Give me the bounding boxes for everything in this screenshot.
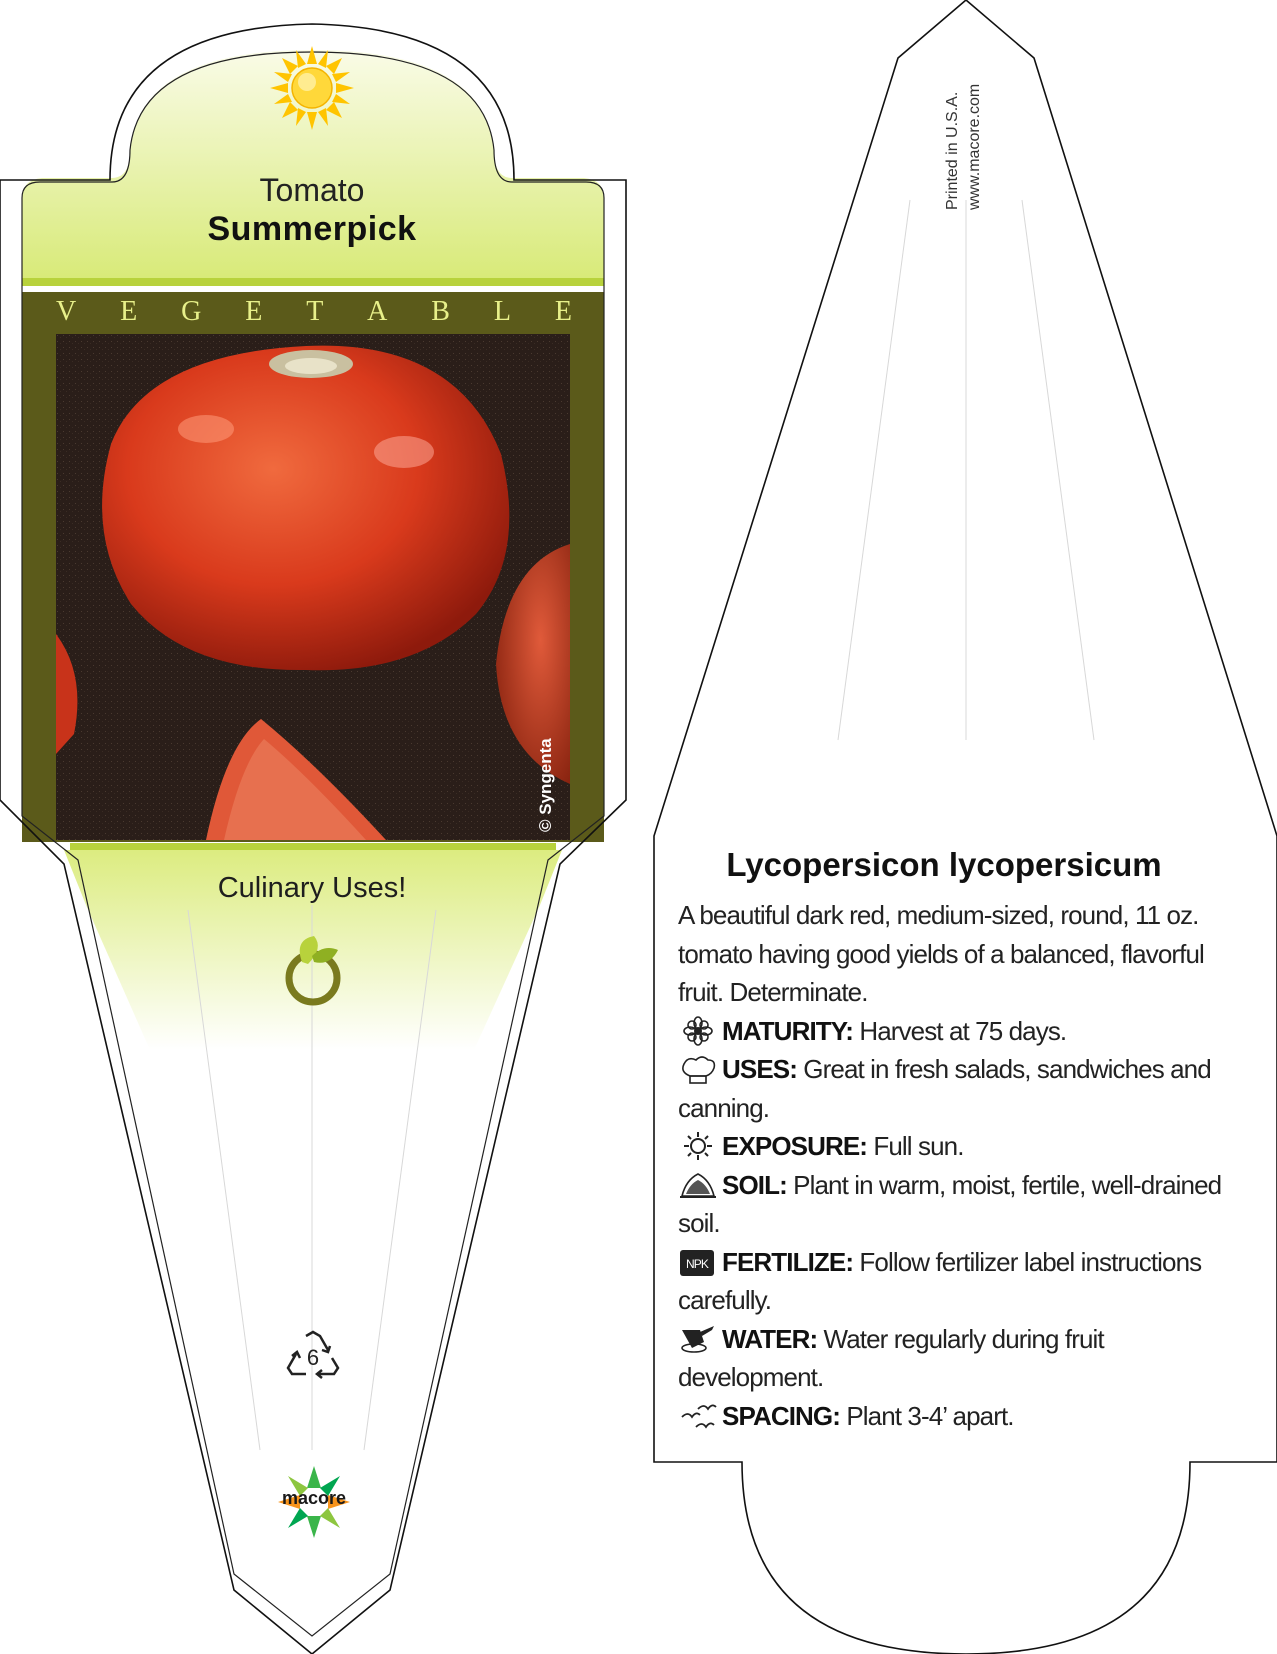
care-row-uses	[678, 1050, 1250, 1127]
care-text: Great in fresh salads, sandwiches and canning.	[678, 1054, 1211, 1123]
care-row-water	[678, 1320, 1250, 1397]
care-label: FERTILIZE:	[722, 1246, 854, 1277]
product-photo	[56, 334, 570, 840]
care-row-maturity	[678, 1012, 1250, 1051]
npk-label: NPK	[686, 1256, 708, 1271]
printed-info	[942, 84, 986, 210]
printed-country: Printed in U.S.A.	[944, 91, 961, 210]
care-label: WATER:	[722, 1323, 818, 1354]
category-letter: G	[181, 296, 202, 327]
category-band	[56, 296, 572, 330]
brand-name: macore	[281, 1488, 347, 1508]
category-letter: T	[306, 296, 324, 327]
category-letter: E	[554, 296, 572, 327]
care-row-exposure	[678, 1127, 1250, 1166]
chef-hat-icon	[678, 1054, 718, 1084]
care-text: Water regularly during fruit development.	[678, 1323, 1104, 1392]
variety-name: Summerpick	[207, 210, 417, 248]
sun-icon	[678, 1131, 718, 1161]
sprout-seed-icon	[284, 934, 342, 1006]
care-row-fertilize	[678, 1243, 1250, 1320]
category-letter: A	[367, 296, 388, 327]
photo-credit: © Syngenta	[536, 738, 555, 832]
care-label: EXPOSURE:	[722, 1131, 868, 1161]
care-label: MATURITY:	[722, 1015, 854, 1046]
soil-icon	[678, 1170, 718, 1200]
watering-can-icon	[678, 1324, 718, 1354]
care-text: Harvest at 75 days.	[859, 1015, 1067, 1046]
sun-icon	[268, 44, 356, 132]
recycle-number: 6	[306, 1345, 320, 1370]
feature-label: Culinary Uses!	[217, 872, 407, 904]
category-letter: E	[245, 296, 263, 327]
description: A beautiful dark red, medium-sized, round, 11 oz. tomato having good yields of a balanced, flavorful fruit. Determinate.	[678, 900, 1204, 1007]
botanical-name: Lycopersicon lycopersicum	[726, 846, 1162, 883]
care-text: Full sun.	[873, 1131, 964, 1161]
care-label: USES:	[722, 1054, 797, 1084]
flower-icon	[678, 1016, 718, 1046]
category-letter: E	[120, 296, 138, 327]
care-label: SPACING:	[722, 1400, 840, 1431]
spacing-icon	[678, 1401, 718, 1431]
category-letter: L	[493, 296, 511, 327]
category-letter: V	[56, 296, 77, 327]
care-text: Follow fertilizer label instructions carefully.	[678, 1246, 1202, 1315]
care-text: Plant 3-4’ apart.	[846, 1400, 1014, 1431]
category-letter: B	[431, 296, 450, 327]
care-row-spacing	[678, 1397, 1250, 1436]
care-info	[678, 896, 1250, 1435]
printed-website: www.macore.com	[966, 83, 983, 210]
care-label: SOIL:	[722, 1169, 787, 1200]
care-row-soil	[678, 1166, 1250, 1243]
care-text: Plant in warm, moist, fertile, well-drained soil.	[678, 1169, 1222, 1238]
common-name: Tomato	[259, 172, 365, 208]
npk-icon	[678, 1247, 718, 1277]
